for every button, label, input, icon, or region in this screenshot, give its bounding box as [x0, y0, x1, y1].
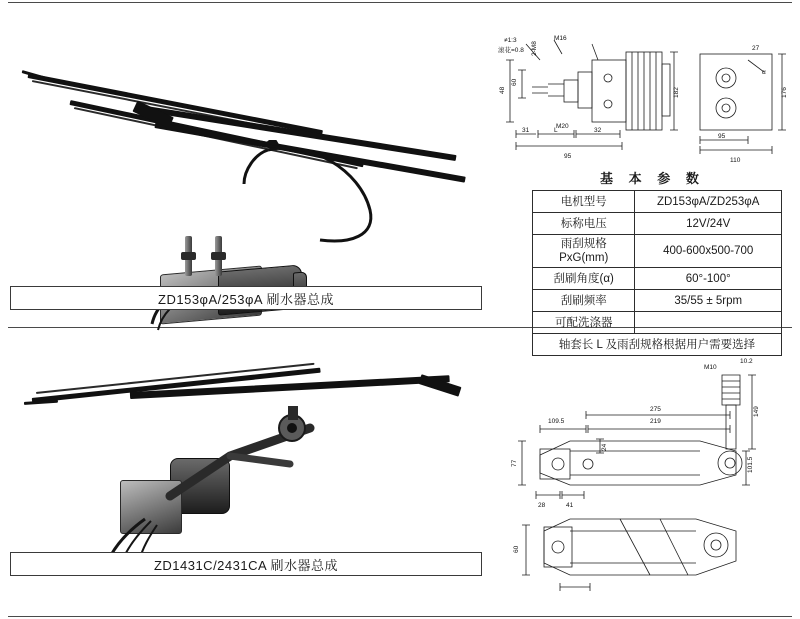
technical-drawing-top	[496, 30, 796, 165]
spec-footer: 轴套长 L 及雨刮规格根据用户需要选择	[533, 334, 782, 356]
spec-key: 电机型号	[533, 191, 635, 213]
wiper-linkage	[160, 400, 350, 510]
spec-value	[635, 312, 782, 334]
label-knurl: 滚花=0.8	[498, 47, 524, 54]
label-110: 110	[730, 157, 741, 164]
washer-hose	[160, 140, 420, 250]
spec-key: 可配洗涤器	[533, 312, 635, 334]
table-row-footer	[533, 334, 782, 356]
shaft-nut-2	[211, 252, 226, 260]
spec-table-title: 基 本 参 数	[600, 171, 705, 186]
label-41: 41	[566, 502, 574, 509]
label-48: 48	[499, 86, 506, 94]
spec-key: 雨刮规格PxG(mm)	[533, 235, 635, 268]
label-60: 60	[511, 78, 518, 86]
wiper-blade-bottom-tip	[24, 400, 58, 405]
label-m10: M10	[704, 364, 717, 371]
label-219: 219	[650, 418, 661, 425]
label-taper: ≠1:3	[504, 37, 517, 44]
table-row	[533, 235, 782, 268]
spec-value: 12V/24V	[635, 213, 782, 235]
spec-key: 刮刷角度(α)	[533, 268, 635, 290]
divider-bottom	[8, 616, 792, 617]
spec-table	[532, 190, 782, 356]
shaft-nut-1	[181, 252, 196, 260]
caption-bottom: ZD1431C/2431CA 刷水器总成	[10, 552, 482, 576]
label-32: 32	[594, 127, 602, 134]
table-row	[533, 213, 782, 235]
caption-top: ZD153φA/253φA 刷水器总成	[10, 286, 482, 310]
spec-value: 35/55 ± 5rpm	[635, 290, 782, 312]
label-109-5: 109.5	[548, 418, 565, 425]
spec-value: 400-600x500-700	[635, 235, 782, 268]
table-row	[533, 290, 782, 312]
label-m20: M20	[556, 123, 569, 130]
spec-value: ZD153φA/ZD253φA	[635, 191, 782, 213]
label-28: 28	[538, 502, 546, 509]
table-row	[533, 191, 782, 213]
label-24: 24	[601, 443, 608, 451]
table-row	[533, 312, 782, 334]
label-60: 60	[513, 545, 520, 553]
label-95b: 95	[718, 133, 726, 140]
label-L: L	[554, 127, 558, 134]
label-27: 27	[752, 45, 760, 52]
label-149: 149	[753, 406, 760, 417]
spec-key: 刮刷频率	[533, 290, 635, 312]
spec-key: 标称电压	[533, 213, 635, 235]
divider-top	[8, 2, 792, 3]
label-2m8: 2-M8	[531, 41, 538, 56]
label-182: 182	[673, 87, 680, 98]
label-275: 275	[650, 406, 661, 413]
label-m16: M16	[554, 35, 567, 42]
label-95: 95	[564, 153, 572, 160]
technical-drawing-bottom	[500, 355, 796, 605]
label-176: 176	[781, 87, 788, 98]
label-31: 31	[522, 127, 530, 134]
label-alpha: α	[762, 69, 766, 76]
product-photo-top	[10, 40, 480, 290]
label-101-5: 101.5	[747, 456, 754, 473]
product-photo-bottom	[10, 350, 480, 550]
table-row	[533, 268, 782, 290]
spec-value: 60°-100°	[635, 268, 782, 290]
label-10-2: 10.2	[740, 358, 753, 365]
label-77: 77	[511, 459, 518, 467]
